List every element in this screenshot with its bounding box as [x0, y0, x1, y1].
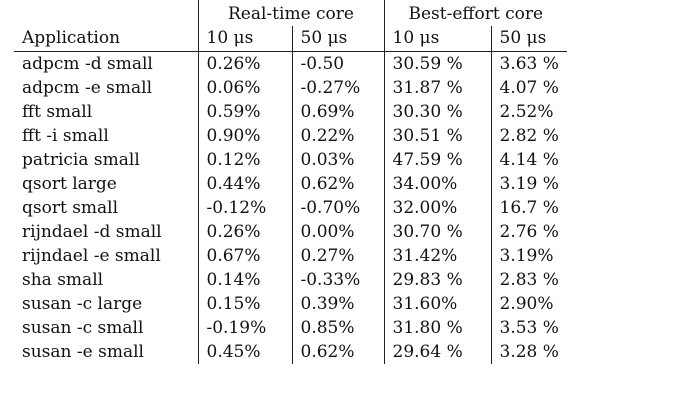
table-row — [14, 172, 567, 196]
cell-be-50us: 2.83 % — [491, 268, 567, 292]
cell-be-10us: 31.42% — [384, 244, 491, 268]
cell-rt-50us: 0.62% — [292, 340, 384, 364]
cell-application: susan -c large — [22, 294, 143, 314]
cell-be-50us: 16.7 % — [491, 196, 567, 220]
cell-rt-50us: 0.69% — [292, 100, 384, 124]
cell-be-10us: 32.00% — [384, 196, 491, 220]
cell-be-50us: 2.76 % — [491, 220, 567, 244]
cell-application: patricia small — [22, 150, 140, 170]
cell-be-50us: 2.52% — [491, 100, 567, 124]
cell-rt-50us: 0.03% — [292, 148, 384, 172]
cell-rt-10us: 0.14% — [198, 268, 292, 292]
column-header-row — [14, 26, 567, 52]
cell-application: fft small — [22, 102, 93, 122]
cell-application: fft -i small — [22, 126, 109, 146]
cell-be-50us: 4.07 % — [491, 76, 567, 100]
cell-rt-50us: 0.85% — [292, 316, 384, 340]
column-header-rt-10us: 10 μs — [198, 26, 292, 52]
cell-application: sha small — [22, 270, 104, 290]
table-row — [14, 340, 567, 364]
cell-application: susan -e small — [22, 342, 144, 362]
cell-be-50us: 3.28 % — [491, 340, 567, 364]
cell-be-50us: 3.19% — [491, 244, 567, 268]
cell-rt-50us: -0.50 — [292, 52, 384, 77]
column-header-rt-50us: 50 μs — [292, 26, 384, 52]
cell-be-50us: 3.53 % — [491, 316, 567, 340]
table-row — [14, 148, 567, 172]
table-row — [14, 316, 567, 340]
table-row — [14, 220, 567, 244]
cell-be-10us: 31.80 % — [384, 316, 491, 340]
cell-rt-50us: 0.27% — [292, 244, 384, 268]
cell-rt-50us: 0.22% — [292, 124, 384, 148]
table-row — [14, 76, 567, 100]
cell-rt-10us: 0.26% — [198, 220, 292, 244]
cell-be-50us: 2.82 % — [491, 124, 567, 148]
cell-rt-50us: 0.62% — [292, 172, 384, 196]
cell-rt-10us: 0.45% — [198, 340, 292, 364]
cell-be-10us: 34.00% — [384, 172, 491, 196]
cell-be-10us: 31.87 % — [384, 76, 491, 100]
cell-rt-10us: 0.15% — [198, 292, 292, 316]
cell-rt-10us: 0.67% — [198, 244, 292, 268]
table-row — [14, 124, 567, 148]
cell-be-10us: 29.83 % — [384, 268, 491, 292]
cell-be-10us: 30.30 % — [384, 100, 491, 124]
cell-be-50us: 2.90% — [491, 292, 567, 316]
cell-rt-50us: -0.33% — [292, 268, 384, 292]
cell-be-10us: 30.59 % — [384, 52, 491, 77]
cell-be-10us: 30.51 % — [384, 124, 491, 148]
table-row — [14, 292, 567, 316]
cell-rt-10us: 0.90% — [198, 124, 292, 148]
cell-be-10us: 29.64 % — [384, 340, 491, 364]
column-header-be-10us: 10 μs — [384, 26, 491, 52]
cell-application: adpcm -d small — [22, 54, 153, 74]
cell-application: adpcm -e small — [22, 78, 153, 98]
cell-be-10us: 47.59 % — [384, 148, 491, 172]
cell-rt-10us: 0.44% — [198, 172, 292, 196]
cell-rt-10us: -0.12% — [198, 196, 292, 220]
cell-rt-10us: 0.06% — [198, 76, 292, 100]
table-row — [14, 100, 567, 124]
group-header-blank — [14, 0, 198, 26]
column-header-be-50us: 50 μs — [491, 26, 567, 52]
cell-application: qsort small — [22, 198, 119, 218]
cell-rt-50us: 0.39% — [292, 292, 384, 316]
cell-rt-50us: -0.27% — [292, 76, 384, 100]
cell-application: rijndael -d small — [22, 222, 162, 242]
cell-be-50us: 4.14 % — [491, 148, 567, 172]
cell-application: qsort large — [22, 174, 117, 194]
cell-be-50us: 3.63 % — [491, 52, 567, 77]
group-header-realtime: Real-time core — [198, 0, 384, 26]
cell-application: susan -c small — [22, 318, 144, 338]
column-header-application: Application — [14, 26, 198, 52]
cell-be-10us: 31.60% — [384, 292, 491, 316]
cell-rt-50us: 0.00% — [292, 220, 384, 244]
table-row — [14, 52, 567, 77]
group-header-row — [14, 0, 567, 26]
group-header-besteffort: Best-effort core — [384, 0, 567, 26]
table-row — [14, 244, 567, 268]
table-row — [14, 268, 567, 292]
cell-application: rijndael -e small — [22, 246, 161, 266]
table-body — [14, 52, 567, 365]
results-table — [14, 0, 567, 364]
cell-be-50us: 3.19 % — [491, 172, 567, 196]
cell-rt-10us: 0.59% — [198, 100, 292, 124]
cell-rt-50us: -0.70% — [292, 196, 384, 220]
cell-rt-10us: 0.12% — [198, 148, 292, 172]
cell-be-10us: 30.70 % — [384, 220, 491, 244]
table-row — [14, 196, 567, 220]
cell-rt-10us: -0.19% — [198, 316, 292, 340]
cell-rt-10us: 0.26% — [198, 52, 292, 77]
